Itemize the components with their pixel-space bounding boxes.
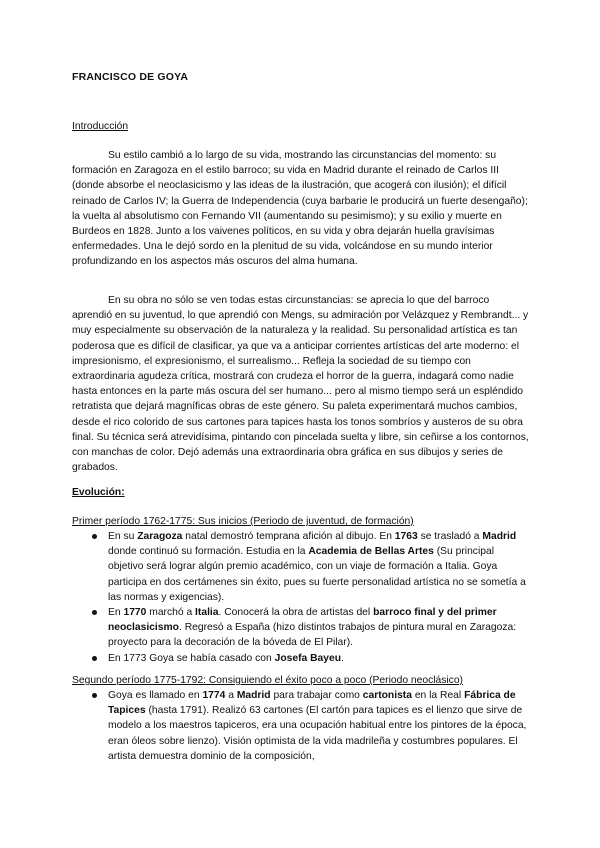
intro-paragraph-1 [72, 148, 532, 270]
period-2-list [72, 688, 532, 764]
keyword: Academia de Bellas Artes [308, 546, 434, 558]
bullet-icon [92, 693, 97, 698]
period-2-heading: Segundo período 1775-1792: Consiguiendo el éxito poco a poco (Periodo neoclásico) [72, 675, 463, 686]
period-1-heading: Primer período 1762-1775: Sus inicios (Periodo de juventud, de formación) [72, 516, 414, 527]
intro-paragraph-1-text: Su estilo cambió a lo largo de su vida, mostrando las circunstancias del momento: su formación en Zaragoza en el estilo barroco; su vida en Madrid durante el reinado de Carlos III (donde absorbe el neoclasicismo y las ideas de la ilustración, que acogerá con ilusión); el difícil reinado de Carlos IV; la Guerra de Independencia (cuya barbarie le producirá un fuerte desengaño); la vuelta al absolutismo con Fernando VII (aumentando su pesimismo); y su exilio y muerte en Burdeos en 1828. Junto a los vaivenes políticos, en su vida y obra dejarán huella gravísimas enfermedades. Una le dejó sordo en la plenitud de su vida, volcándose en su mundo interior profundizando en los aspectos más oscuros del alma humana. [72, 150, 528, 268]
keyword: Fábrica de Tapices [108, 690, 516, 717]
intro-paragraph-2 [72, 293, 532, 475]
keyword: Josefa Bayeu [274, 652, 341, 664]
bullet-icon [92, 534, 97, 539]
keyword: barroco final y del primer neoclasicismo [108, 607, 497, 634]
keyword: Italia [195, 607, 219, 619]
keyword: Madrid [236, 690, 271, 701]
document-title: FRANCISCO DE GOYA [72, 71, 189, 83]
list-item: En 1773 Goya se había casado con Josefa Bayeu. [72, 651, 532, 666]
period-1-list [72, 529, 532, 666]
keyword: Madrid [482, 531, 517, 542]
keyword: 1770 [123, 607, 147, 619]
bullet-icon [92, 610, 97, 615]
keyword: 1774 [202, 690, 226, 701]
list-item: En su Zaragoza natal demostró temprana afición al dibujo. En 1763 se trasladó a Madrid donde continuó su formación. Estudia en la Academia de Bellas Artes (Su principal objetivo será lograr algún premio académico, con un viaje de formación a Italia. Goya participa en dos certámenes sin éxito, pues su fuerte personalidad artística no se sometía a las normas y exigencias). [72, 529, 532, 605]
list-item: En 1770 marchó a Italia. Conocerá la obra de artistas del barroco final y del primer neoclasicismo. Regresó a España (hizo distintos trabajos de pintura mural en Zaragoza: proyecto para la decoración de la bóveda de El Pilar). [72, 605, 532, 651]
keyword: Zaragoza [137, 531, 183, 542]
evolution-heading: Evolución: [72, 487, 125, 498]
intro-heading: Introducción [72, 121, 129, 132]
list-item: Goya es llamado en 1774 a Madrid para trabajar como cartonista en la Real Fábrica de Tapices (hasta 1791). Realizó 63 cartones (El cartón para tapices es el lienzo que sirve de modelo a los maestros tapiceros, era una ocupación habitual entre los pintores de la época, eran óleos sobre lienzo). Visión optimista de la vida madrileña y costumbres populares. El artista demuestra dominio de la composición, [72, 688, 532, 764]
keyword: 1763 [394, 531, 418, 542]
intro-paragraph-2-text: En su obra no sólo se ven todas estas circunstancias: se aprecia lo que del barroco aprendió en su juventud, lo que aprendió con Mengs, su admiración por Velázquez y Rembrandt... y muy especialmente su observación de la naturaleza y la realidad. Su personalidad artística es tan poderosa que es difícil de clasificar, ya que va a anticipar corrientes artísticas del arte moderno: el impresionismo, el expresionismo, el surrealismo... Refleja la sociedad de su tiempo con extraordinaria agudeza crítica, mostrará con crudeza el horror de la guerra, indagará como nadie hasta entonces en la parte más oscura del ser humano... pero al mismo tiempo será un espléndido retratista que dejará magníficas obras de este género. Su paleta experimentará muchos cambios, desde el rico colorido de sus cartones para tapices hasta los tonos sombríos y austeros de su obra final. Su técnica será atrevidísima, pintando con pincelada suelta y libre, sin ceñirse a los contornos, con manchas de color. Dejó además una extraordinaria obra gráfica en sus dibujos y series de grabados. [72, 295, 529, 474]
keyword: cartonista [362, 690, 412, 701]
bullet-icon [92, 656, 97, 661]
